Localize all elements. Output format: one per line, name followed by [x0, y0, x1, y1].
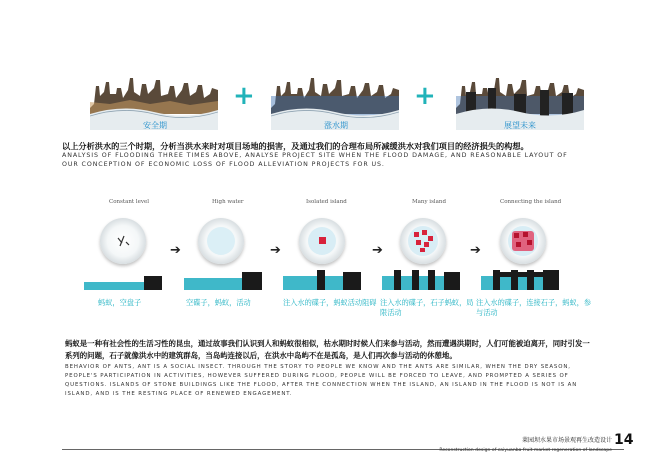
caption-high-water: 空碟子，蚂蚁，活动 [186, 298, 251, 307]
page-number: 14 [614, 432, 634, 448]
stage-title-connecting-island: Connecting the island [500, 199, 562, 205]
section-strip-high-water [184, 268, 262, 290]
plate-many-island [400, 218, 446, 264]
section-strip-isolated-island [283, 268, 361, 290]
paragraph-english: BEHAVIOR OF ANTS, ANT IS A SOCIAL INSECT. THROUGH THE STORY TO PEOPLE WE KNOW AND THE ANTS ARE SIMILAR, WHEN THE DRY SEASON, PEOPLE'S PARTICIPATION IN ACTIVITIES, HOWEVER SUFFERED DURING FLOOD, PEOPLE WILL BE FORCED TO LEAVE, AND PROMPTED A SERIES OF QUESTIONS. ISLANDS OF STONE BUILDINGS LIKE THE FLOOD, AFTER THE CONNECTION WHEN THE ISLAND, AN ISLAND IN THE FLOOD IS NOT IS AN ISLAND, AND IS THE RESTING PLACE OF RENEWED ENGAGEMENT. [65, 364, 578, 397]
arrow-right-icon: ➔ [170, 243, 181, 258]
phase-label-future: 展望未来 [504, 121, 536, 130]
stage-title-many-island: Many island [412, 199, 446, 205]
section-strip-connecting-island [481, 268, 559, 290]
plate-constant-level [100, 218, 146, 264]
caption-many-island: 注入水的碟子，石子蚂蚁，局限活动 [380, 298, 474, 317]
plus-sign-1: + [233, 81, 255, 111]
arrow-right-icon: ➔ [372, 243, 383, 258]
plate-connecting-island [500, 218, 546, 264]
plate-isolated-island [299, 218, 345, 264]
analysis-english: ANALYSIS OF FLOODING THREE TIMES ABOVE, ANALYSE PROJECT SITE WHEN THE FLOOD DAMAGE, AND REASONABLE LAYOUT OF OUR CONCEPTION OF ECONOMIC LOSS OF FLOOD ALLEVIATION PROJECTS FOR US. [62, 152, 568, 168]
arrow-right-icon: ➔ [470, 243, 481, 258]
plus-sign-2: + [414, 81, 436, 111]
stage-title-constant-level: Constant level [109, 199, 150, 205]
phase-label-safe: 安全期 [143, 121, 167, 130]
stage-title-isolated-island: Isolated island [306, 199, 347, 205]
plate-high-water [198, 218, 244, 264]
footer-title-zh: 莱园坝水果市场景观再生改造设计 [521, 437, 612, 444]
caption-constant-level: 蚂蚁，空盘子 [98, 298, 142, 307]
analysis-headline: 以上分析洪水的三个时期，分析当洪水来时对项目场地的损害，及通过我们的合理布局所减缓洪水对我们项目的经济损失的构想。 [62, 141, 529, 151]
section-strip-constant-level [84, 268, 162, 290]
paragraph-chinese: 蚂蚁是一种有社会性的生活习性的昆虫，通过故事我们认识到人和蚂蚁很相似，枯水期时时候人们来参与活动，然而遭遇洪期时，人们可能被迫离开，同时引发一系列的问题，石子就像洪水中的建筑群岛，当岛屿连接以后，在洪水中岛屿不在是孤岛，是人们再次参与活动的休憩地。 [65, 339, 590, 360]
caption-isolated-island: 注入水的碟子，蚂蚁活动阻碍 [283, 298, 377, 307]
caption-connecting-island: 注入水的碟子，连接石子，蚂蚁，参与活动 [476, 298, 592, 317]
stage-title-high-water: High water [212, 199, 244, 205]
section-strip-many-island [382, 268, 460, 290]
arrow-right-icon: ➔ [270, 243, 281, 258]
phase-label-flood: 涨水期 [324, 121, 348, 130]
footer-title-en: Reconstruction design of caiyuanba fruit market regeneration of landscape [439, 448, 612, 453]
